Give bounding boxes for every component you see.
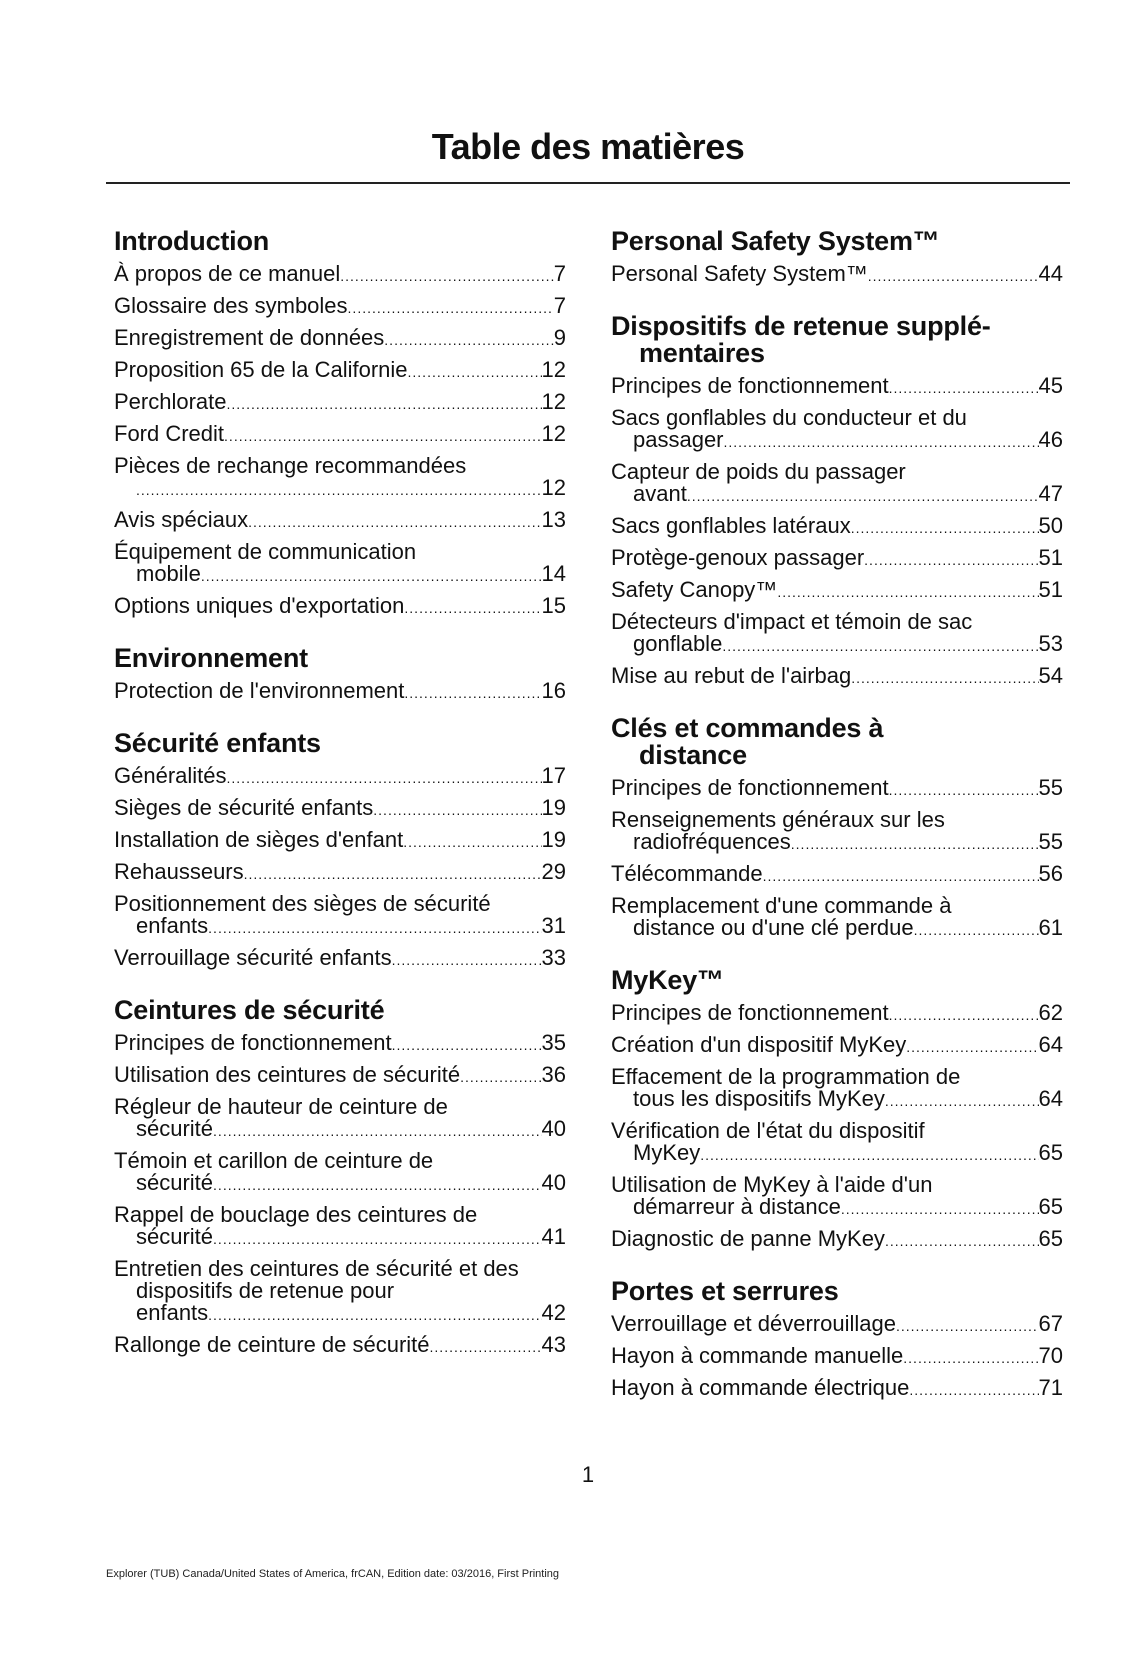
entry-last-line — [611, 665, 1063, 689]
entry-page-number: 15 — [541, 593, 566, 618]
entry-title-line: Équipement de communication — [114, 539, 417, 564]
entry-title-line: Safety Canopy™ — [611, 577, 778, 602]
entry-page-number: 35 — [541, 1030, 566, 1055]
leader-dots — [227, 393, 542, 415]
entry-title-line: Capteur de poids du passager — [611, 459, 906, 484]
entry-title-line: Télécommande — [611, 861, 763, 886]
entry-last-line — [611, 1088, 1063, 1112]
entry-page-number: 41 — [541, 1224, 566, 1249]
entry-last-line — [611, 1034, 1063, 1058]
leader-dots — [201, 565, 542, 587]
entry-page-number: 51 — [1038, 577, 1063, 602]
entry-page-number: 70 — [1038, 1343, 1063, 1368]
entry-title-line: radiofréquences — [633, 829, 791, 854]
entry-page-number: 7 — [553, 293, 566, 318]
entry-last-line — [114, 263, 566, 287]
entry-title-line: Témoin et carillon de ceinture de — [114, 1148, 434, 1173]
toc-entry[interactable] — [611, 511, 1063, 543]
entry-title-line: Création d'un dispositif MyKey — [611, 1032, 907, 1057]
section-heading-line: Ceintures de sécurité — [114, 995, 385, 1025]
section-heading-line: Personal Safety System™ — [611, 226, 940, 256]
entry-last-line — [114, 391, 566, 415]
leader-dots — [889, 779, 1039, 801]
entry-page-number: 45 — [1038, 373, 1063, 398]
section-heading — [114, 645, 566, 672]
entry-title-line: Principes de fonctionnement — [611, 775, 889, 800]
toc-entry[interactable] — [114, 889, 566, 943]
toc-entry[interactable] — [114, 1200, 566, 1254]
entry-last-line — [114, 1032, 566, 1056]
entry-page-number: 47 — [1038, 481, 1063, 506]
toc-entry[interactable] — [114, 591, 566, 623]
entry-last-line — [114, 295, 566, 319]
toc-entry[interactable] — [611, 805, 1063, 859]
leader-dots — [404, 597, 541, 619]
entry-last-line — [114, 563, 566, 587]
entry-last-line — [611, 1377, 1063, 1401]
section-heading-line: Clés et commandes à — [611, 713, 884, 743]
leader-dots — [777, 581, 1038, 603]
entry-last-line — [114, 829, 566, 853]
section-heading — [114, 997, 566, 1024]
toc-entry[interactable] — [611, 543, 1063, 575]
section-heading-line: MyKey™ — [611, 965, 724, 995]
entry-title-line: À propos de ce manuel — [114, 261, 341, 286]
toc-entry[interactable] — [611, 1341, 1063, 1373]
entry-page-number: 64 — [1038, 1032, 1063, 1057]
entry-title-line: Renseignements généraux sur les — [611, 807, 945, 832]
entry-last-line — [114, 1118, 566, 1142]
leader-dots — [889, 377, 1039, 399]
entry-page-number: 12 — [541, 475, 566, 500]
leader-dots — [213, 1120, 541, 1142]
entry-last-line — [114, 797, 566, 821]
entry-last-line — [114, 1172, 566, 1196]
entry-page-number: 12 — [541, 357, 566, 382]
leader-dots — [348, 297, 554, 319]
toc-entry[interactable] — [611, 891, 1063, 945]
leader-dots — [213, 1174, 541, 1196]
footer-text: Explorer (TUB) Canada/United States of America, frCAN, Edition date: 03/2016, First Printing — [106, 1568, 560, 1580]
entry-title-line: Utilisation des ceintures de sécurité — [114, 1062, 461, 1087]
toc-entry[interactable] — [114, 1254, 566, 1330]
entry-page-number: 55 — [1038, 775, 1063, 800]
entry-page-number: 46 — [1038, 427, 1063, 452]
entry-page-number: 42 — [541, 1300, 566, 1325]
entry-page-number: 12 — [541, 421, 566, 446]
toc-entry[interactable] — [611, 575, 1063, 607]
entry-page-number: 33 — [541, 945, 566, 970]
toc-section — [611, 715, 1063, 945]
leader-dots — [903, 1347, 1038, 1369]
entry-title-line: Hayon à commande électrique — [611, 1375, 910, 1400]
entry-title-line: gonflable — [633, 631, 723, 656]
toc-section — [611, 313, 1063, 693]
leader-dots — [868, 265, 1039, 287]
section-heading — [114, 730, 566, 757]
toc-entry[interactable] — [114, 825, 566, 857]
entry-last-line — [611, 917, 1063, 941]
entry-title-line: passager — [633, 427, 724, 452]
entry-page-number: 71 — [1038, 1375, 1063, 1400]
leader-dots — [227, 767, 542, 789]
entry-title-line: Effacement de la programmation de — [611, 1064, 961, 1089]
toc-column-left — [114, 228, 566, 1384]
entry-title-line: Diagnostic de panne MyKey — [611, 1226, 885, 1251]
toc-section — [114, 730, 566, 975]
section-heading — [611, 228, 1063, 255]
entry-title-line: Sacs gonflables latéraux — [611, 513, 851, 538]
entry-title-line: Principes de fonctionnement — [114, 1030, 392, 1055]
section-heading — [611, 313, 1063, 367]
leader-dots — [430, 1336, 542, 1358]
entry-page-number: 12 — [541, 389, 566, 414]
entry-page-number: 65 — [1038, 1226, 1063, 1251]
entry-last-line — [611, 863, 1063, 887]
toc-entry[interactable] — [611, 859, 1063, 891]
toc-section — [611, 967, 1063, 1256]
entry-last-line — [114, 477, 566, 501]
toc-entry[interactable] — [114, 1028, 566, 1060]
leader-dots — [851, 517, 1039, 539]
toc-section — [114, 997, 566, 1362]
entry-last-line — [611, 547, 1063, 571]
entry-page-number: 16 — [541, 678, 566, 703]
leader-dots — [722, 635, 1038, 657]
entry-title-line: Options uniques d'exportation — [114, 593, 405, 618]
toc-entry[interactable] — [114, 259, 566, 291]
entry-last-line — [611, 1196, 1063, 1220]
section-heading — [611, 967, 1063, 994]
section-heading-line: mentaires — [639, 338, 765, 368]
toc-entry[interactable] — [611, 403, 1063, 457]
toc-entry[interactable] — [611, 259, 1063, 291]
toc-entry[interactable] — [114, 676, 566, 708]
toc-entry[interactable] — [114, 355, 566, 387]
section-heading — [114, 228, 566, 255]
entry-title-line: Rappel de bouclage des ceintures de — [114, 1202, 478, 1227]
entry-last-line — [114, 595, 566, 619]
section-heading-line: Portes et serrures — [611, 1276, 839, 1306]
section-heading-line: Dispositifs de retenue supplé- — [611, 311, 991, 341]
entry-page-number: 13 — [541, 507, 566, 532]
entry-title-line: Vérification de l'état du dispositif — [611, 1118, 925, 1143]
entry-last-line — [114, 947, 566, 971]
entry-last-line — [611, 483, 1063, 507]
entry-last-line — [114, 1226, 566, 1250]
entry-title-line: enfants — [136, 1300, 209, 1325]
entry-title-line: Rallonge de ceinture de sécurité — [114, 1332, 430, 1357]
leader-dots — [885, 1230, 1039, 1252]
entry-page-number: 65 — [1038, 1140, 1063, 1165]
toc-entry[interactable] — [611, 457, 1063, 511]
leader-dots — [763, 865, 1039, 887]
leader-dots — [909, 1379, 1038, 1401]
leader-dots — [791, 833, 1039, 855]
entry-title-line: Sacs gonflables du conducteur et du — [611, 405, 967, 430]
entry-title-line: Perchlorate — [114, 389, 227, 414]
entry-page-number: 64 — [1038, 1086, 1063, 1111]
entry-title-line: démarreur à distance — [633, 1194, 841, 1219]
entry-page-number: 17 — [541, 763, 566, 788]
entry-last-line — [114, 327, 566, 351]
entry-last-line — [114, 1302, 566, 1326]
entry-title-line: Mise au rebut de l'airbag — [611, 663, 852, 688]
toc-section — [114, 645, 566, 708]
toc-section — [611, 1278, 1063, 1405]
entry-title-line: distance ou d'une clé perdue — [633, 915, 914, 940]
toc-entry[interactable] — [611, 998, 1063, 1030]
entry-title-line: enfants — [136, 913, 209, 938]
leader-dots — [136, 479, 542, 501]
toc-entry[interactable] — [114, 505, 566, 537]
toc-section — [611, 228, 1063, 291]
toc-entry[interactable] — [611, 1309, 1063, 1341]
leader-dots — [224, 425, 541, 447]
entry-page-number: 19 — [541, 795, 566, 820]
leader-dots — [724, 431, 1039, 453]
toc-entry[interactable] — [114, 419, 566, 451]
entry-title-line: Glossaire des symboles — [114, 293, 348, 318]
toc-section — [114, 228, 566, 623]
entry-page-number: 19 — [541, 827, 566, 852]
title-divider — [106, 182, 1070, 184]
entry-last-line — [114, 765, 566, 789]
entry-last-line — [611, 633, 1063, 657]
entry-title-line: Principes de fonctionnement — [611, 1000, 889, 1025]
entry-title-line: Généralités — [114, 763, 227, 788]
toc-entry[interactable] — [114, 1092, 566, 1146]
entry-title-line: Sièges de sécurité enfants — [114, 795, 374, 820]
toc-entry[interactable] — [114, 387, 566, 419]
section-heading-line: Environnement — [114, 643, 308, 673]
entry-page-number: 44 — [1038, 261, 1063, 286]
entry-page-number: 62 — [1038, 1000, 1063, 1025]
toc-entry[interactable] — [114, 537, 566, 591]
entry-last-line — [114, 509, 566, 533]
entry-last-line — [114, 915, 566, 939]
entry-page-number: 29 — [541, 859, 566, 884]
leader-dots — [408, 361, 542, 383]
entry-title-line: Protège-genoux passager — [611, 545, 865, 570]
leader-dots — [392, 949, 542, 971]
page-title: Table des matières — [431, 126, 745, 167]
toc-entry[interactable] — [611, 1224, 1063, 1256]
toc-entry[interactable] — [114, 857, 566, 889]
leader-dots — [340, 265, 553, 287]
section-heading — [611, 715, 1063, 769]
entry-page-number: 43 — [541, 1332, 566, 1357]
leader-dots — [687, 485, 1039, 507]
leader-dots — [403, 831, 541, 853]
entry-title-line: Régleur de hauteur de ceinture de — [114, 1094, 448, 1119]
entry-title-line: Remplacement d'une commande à — [611, 893, 952, 918]
leader-dots — [373, 799, 541, 821]
entry-page-number: 50 — [1038, 513, 1063, 538]
entry-title-line: Enregistrement de données — [114, 325, 385, 350]
toc-entry[interactable] — [114, 1146, 566, 1200]
toc-entry[interactable] — [114, 793, 566, 825]
entry-title-line: Pièces de rechange recommandées — [114, 453, 467, 478]
toc-entry[interactable] — [611, 1373, 1063, 1405]
leader-dots — [460, 1066, 541, 1088]
toc-entry[interactable] — [611, 773, 1063, 805]
toc-entry[interactable] — [611, 1062, 1063, 1116]
entry-last-line — [611, 1345, 1063, 1369]
toc-entry[interactable] — [114, 1060, 566, 1092]
toc-entry[interactable] — [114, 761, 566, 793]
toc-entry[interactable] — [114, 323, 566, 355]
entry-title-line: sécurité — [136, 1116, 214, 1141]
section-heading-line: Introduction — [114, 226, 270, 256]
entry-title-line: mobile — [136, 561, 201, 586]
entry-title-line: tous les dispositifs MyKey — [633, 1086, 885, 1111]
entry-title-line: sécurité — [136, 1224, 214, 1249]
entry-page-number: 61 — [1038, 915, 1063, 940]
entry-title-line: Verrouillage et déverrouillage — [611, 1311, 896, 1336]
leader-dots — [906, 1036, 1038, 1058]
entry-last-line — [611, 375, 1063, 399]
entry-title-line: Utilisation de MyKey à l'aide d'un — [611, 1172, 933, 1197]
entry-last-line — [114, 1064, 566, 1088]
toc-entry[interactable] — [114, 291, 566, 323]
leader-dots — [885, 1090, 1039, 1112]
entry-title-line: Protection de l'environnement — [114, 678, 405, 703]
leader-dots — [864, 549, 1038, 571]
entry-page-number: 14 — [541, 561, 566, 586]
leader-dots — [914, 919, 1039, 941]
section-heading-line: Sécurité enfants — [114, 728, 321, 758]
toc-entry[interactable] — [611, 1170, 1063, 1224]
section-heading-line: distance — [639, 740, 747, 770]
entry-last-line — [611, 831, 1063, 855]
leader-dots — [208, 1304, 541, 1326]
entry-title-line: Entretien des ceintures de sécurité et des — [114, 1256, 519, 1281]
entry-page-number: 67 — [1038, 1311, 1063, 1336]
entry-page-number: 40 — [541, 1116, 566, 1141]
toc-entry[interactable] — [114, 451, 566, 505]
toc-entry[interactable] — [611, 1116, 1063, 1170]
leader-dots — [404, 682, 541, 704]
entry-page-number: 7 — [553, 261, 566, 286]
entry-last-line — [611, 1002, 1063, 1026]
entry-page-number: 51 — [1038, 545, 1063, 570]
entry-title-line: Positionnement des sièges de sécurité — [114, 891, 491, 916]
entry-title-line: Détecteurs d'impact et témoin de sac — [611, 609, 973, 634]
leader-dots — [384, 329, 553, 351]
entry-title-line: Installation de sièges d'enfant — [114, 827, 404, 852]
entry-page-number: 40 — [541, 1170, 566, 1195]
entry-title-line: avant — [633, 481, 687, 506]
leader-dots — [700, 1144, 1038, 1166]
entry-page-number: 65 — [1038, 1194, 1063, 1219]
entry-last-line — [114, 861, 566, 885]
entry-last-line — [114, 1334, 566, 1358]
entry-last-line — [114, 680, 566, 704]
entry-last-line — [611, 263, 1063, 287]
entry-last-line — [114, 423, 566, 447]
toc-entry[interactable] — [611, 607, 1063, 661]
leader-dots — [208, 917, 541, 939]
entry-page-number: 55 — [1038, 829, 1063, 854]
leader-dots — [896, 1315, 1039, 1337]
entry-last-line — [611, 1228, 1063, 1252]
entry-last-line — [611, 1313, 1063, 1337]
entry-last-line — [114, 359, 566, 383]
entry-title-line: Ford Credit — [114, 421, 225, 446]
entry-title-line: Rehausseurs — [114, 859, 244, 884]
entry-page-number: 9 — [553, 325, 566, 350]
entry-page-number: 36 — [541, 1062, 566, 1087]
entry-title-line: sécurité — [136, 1170, 214, 1195]
leader-dots — [841, 1198, 1039, 1220]
toc-entry[interactable] — [611, 1030, 1063, 1062]
toc-column-right — [611, 228, 1063, 1427]
entry-page-number: 31 — [541, 913, 566, 938]
toc-entry[interactable] — [114, 1330, 566, 1362]
leader-dots — [392, 1034, 542, 1056]
entry-last-line — [611, 515, 1063, 539]
page-number: 1 — [581, 1462, 595, 1487]
entry-title-line: dispositifs de retenue pour — [136, 1278, 395, 1303]
toc-entry[interactable] — [611, 661, 1063, 693]
entry-last-line — [611, 1142, 1063, 1166]
leader-dots — [248, 511, 541, 533]
toc-entry[interactable] — [611, 371, 1063, 403]
section-heading — [611, 1278, 1063, 1305]
entry-page-number: 53 — [1038, 631, 1063, 656]
leader-dots — [889, 1004, 1039, 1026]
leader-dots — [244, 863, 542, 885]
leader-dots — [213, 1228, 541, 1250]
entry-last-line — [611, 777, 1063, 801]
entry-last-line — [611, 579, 1063, 603]
entry-title-line: Verrouillage sécurité enfants — [114, 945, 392, 970]
entry-last-line — [611, 429, 1063, 453]
entry-page-number: 54 — [1038, 663, 1063, 688]
toc-entry[interactable] — [114, 943, 566, 975]
entry-title-line: Avis spéciaux — [114, 507, 249, 532]
entry-title-line: Proposition 65 de la Californie — [114, 357, 408, 382]
entry-title-line: Personal Safety System™ — [611, 261, 868, 286]
entry-title-line: Principes de fonctionnement — [611, 373, 889, 398]
entry-page-number: 56 — [1038, 861, 1063, 886]
leader-dots — [851, 667, 1038, 689]
entry-title-line: Hayon à commande manuelle — [611, 1343, 904, 1368]
entry-title-line: MyKey — [633, 1140, 701, 1165]
